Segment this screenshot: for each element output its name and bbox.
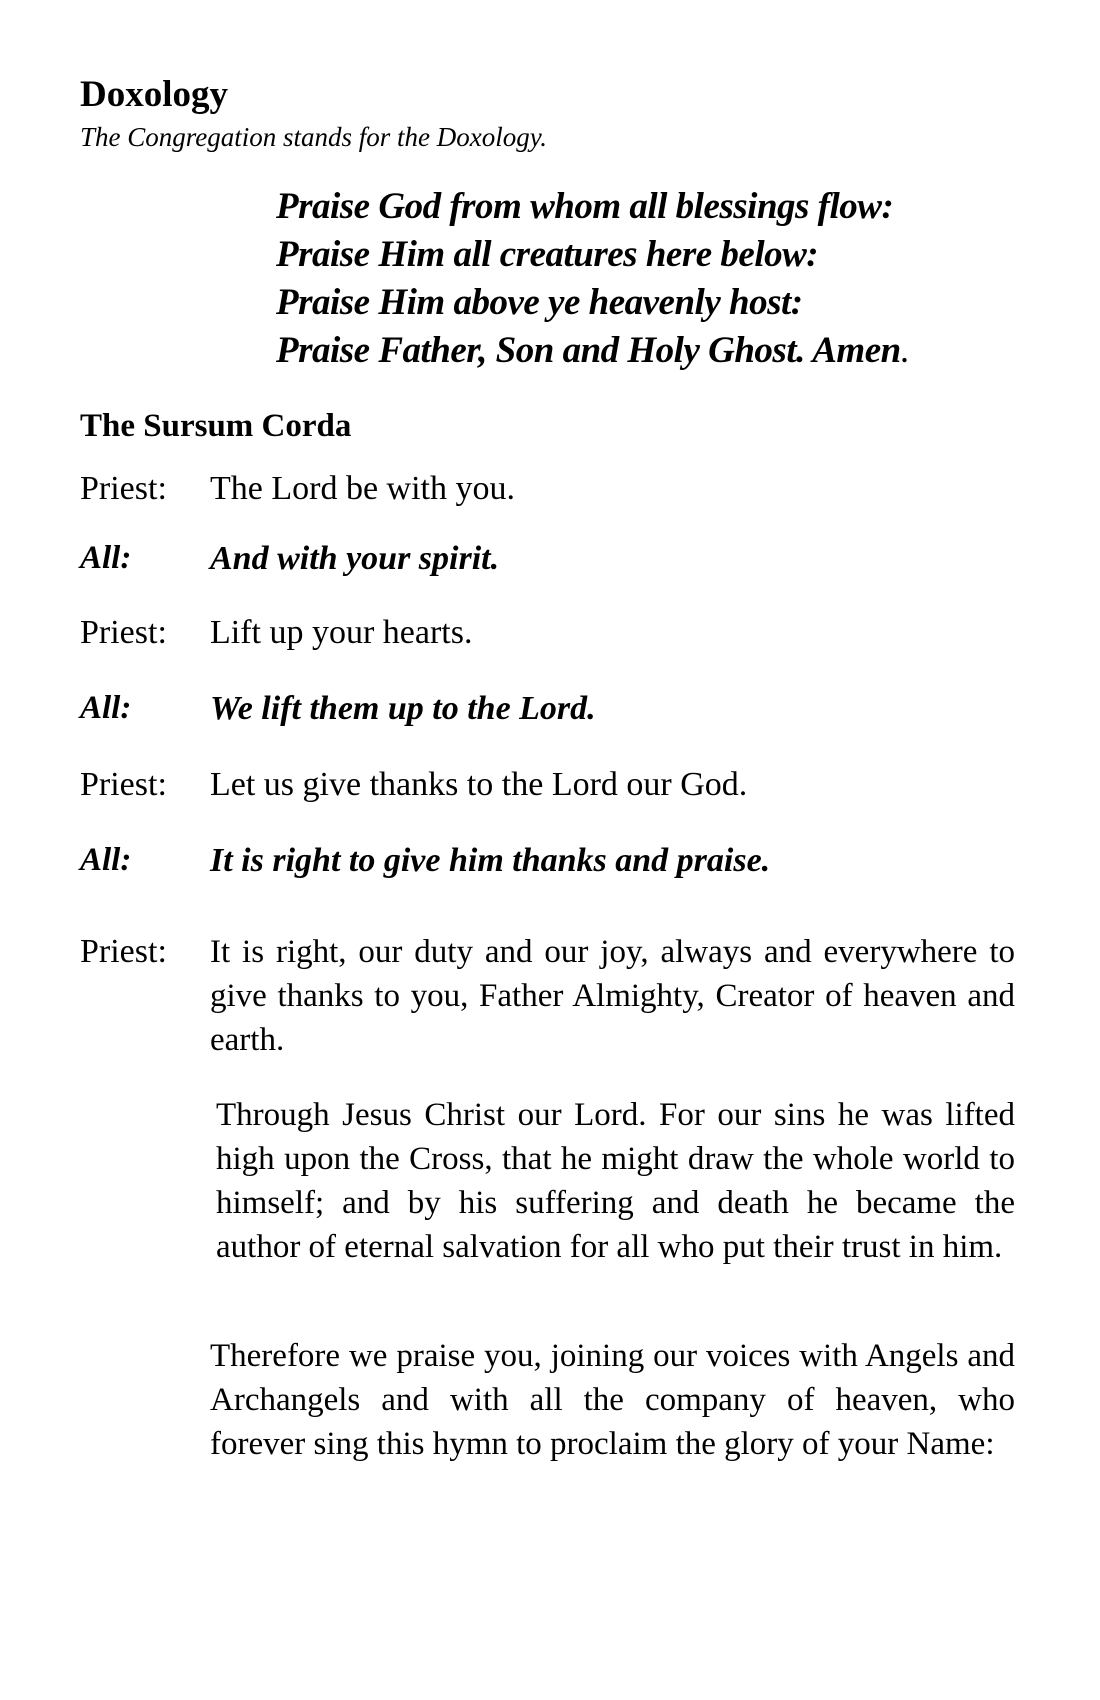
doxology-heading: Doxology <box>80 74 228 115</box>
hymn-line-1: Praise God from whom all blessings flow: <box>276 186 894 227</box>
speaker-label: All: <box>80 690 132 726</box>
speaker-label: All: <box>80 540 132 576</box>
dialogue-text: We lift them up to the Lord. <box>210 690 596 727</box>
hymn-line-4 <box>276 327 909 375</box>
doxology-rubric: The Congregation stands for the Doxology. <box>80 122 547 152</box>
dialogue-text: The Lord be with you. <box>210 470 515 507</box>
dialogue-text: Lift up your hearts. <box>210 614 473 651</box>
speaker-label: Priest: <box>80 614 167 651</box>
preface-paragraph-1: It is right, our duty and our joy, always and everywhere to give thanks to you, Father Almighty, Creator of heaven and earth. <box>210 934 1015 1058</box>
preface-speaker-label: Priest: <box>80 933 167 970</box>
hymn-line-3: Praise Him above ye heavenly host: <box>276 282 803 323</box>
speaker-label: Priest: <box>80 470 167 507</box>
hymn-line-2: Praise Him all creatures here below: <box>276 234 819 275</box>
dialogue-text: It is right to give him thanks and praise. <box>210 842 771 879</box>
hymn-line-4-text: Praise Father, Son and Holy Ghost. Amen <box>276 330 901 371</box>
doxology-hymn <box>276 183 909 375</box>
preface-paragraph-3: Therefore we praise you, joining our voices with Angels and Archangels and with all the company of heaven, who forever sing this hymn to proclaim the glory of your Name: <box>210 1338 1015 1462</box>
dialogue-text: And with your spirit. <box>210 540 500 577</box>
preface-paragraph-2: Through Jesus Christ our Lord. For our sins he was lifted high upon the Cross, that he might draw the whole world to himself; and by his suffering and death he became the author of eternal salvation for all who put their trust in him. <box>216 1097 1015 1265</box>
hymn-final-period: . <box>900 330 910 371</box>
speaker-label: All: <box>80 842 132 878</box>
sursum-corda-heading: The Sursum Corda <box>80 408 352 444</box>
dialogue-text: Let us give thanks to the Lord our God. <box>210 766 748 803</box>
speaker-label: Priest: <box>80 766 167 803</box>
